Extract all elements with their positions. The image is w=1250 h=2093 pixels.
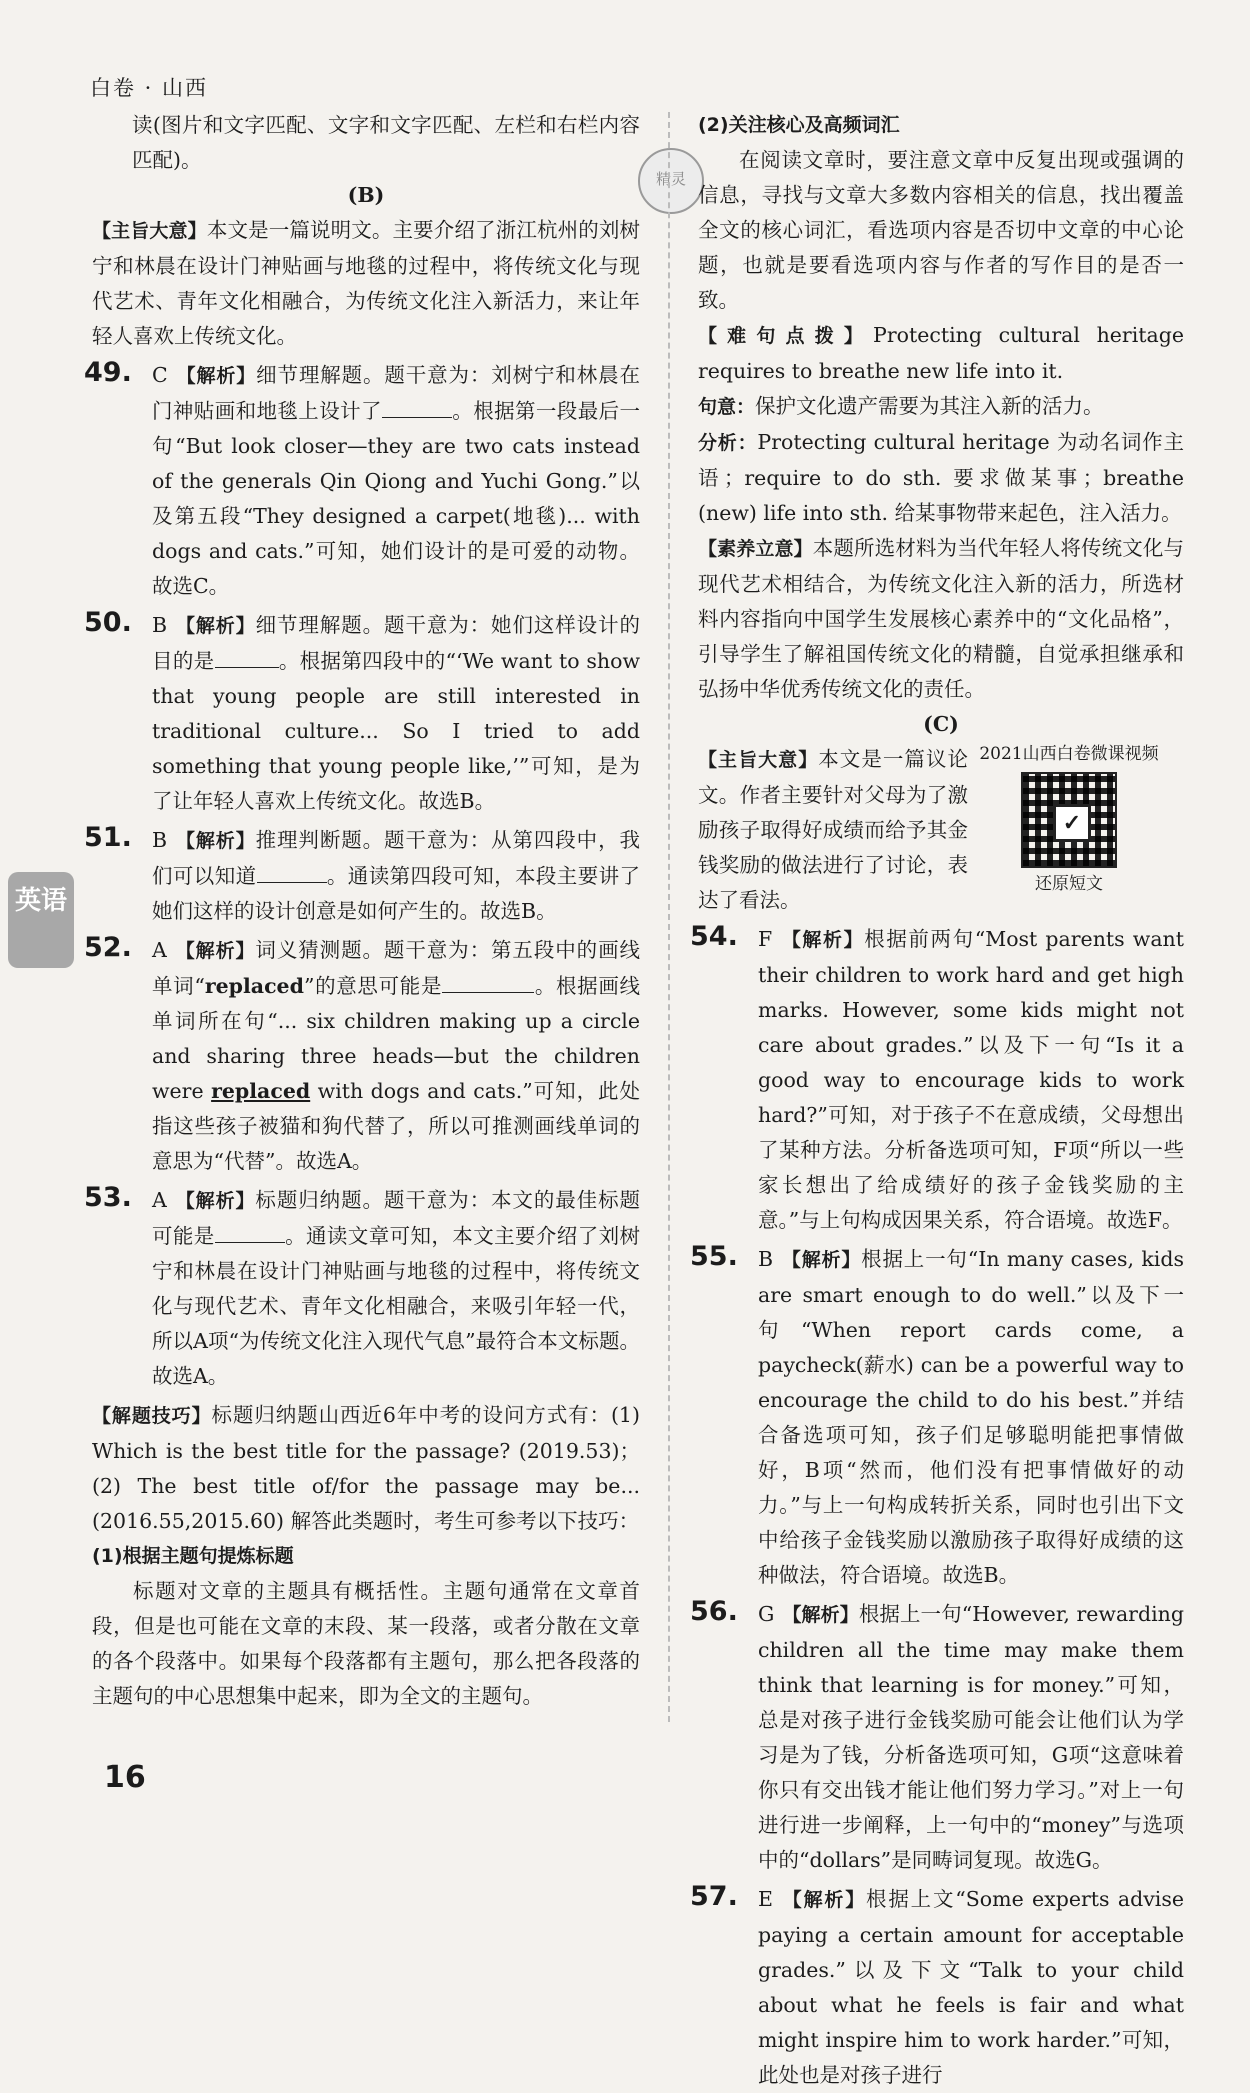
quality-tag: 【素养立意】	[698, 538, 813, 560]
analysis-text: Protecting cultural heritage 为动名词作主语；require to do sth. 要求做某事；breathe (new) life into sth. 给某事物带来起色，注入活力。	[698, 430, 1184, 525]
explanation: with dogs and cats.”可知，此处指这些孩子被猫和狗代替了，所以可推测画线单词的意思为“代替”。故选A。	[152, 1079, 640, 1173]
explanation: 根据前两句“Most parents want their children to work hard and get high marks. However, some kids might not care about grades.”以及下一句“Is it a good way to encourage kids to work hard?”可知，对于孩子不在意成绩，父母想出了某种方法。分析备选项可知，F项“所以一些家长想出了给成绩好的孩子金钱奖励的主意。”与上句构成因果关系，符合语境。故选F。	[758, 927, 1184, 1232]
blank-line	[442, 974, 534, 993]
question-number: 50.	[84, 607, 132, 638]
analysis-tag: 【解析】	[174, 940, 256, 962]
watermark-stamp: 精灵	[638, 148, 704, 214]
meaning-text: 保护文化遗产需要为其注入新的活力。	[755, 394, 1104, 418]
hard-sentence: Protecting cultural heritage requires to breathe new life into it.	[698, 323, 1184, 383]
tip-subheading-1: (1)根据主题句提炼标题	[92, 1545, 294, 1567]
right-column	[690, 108, 1184, 2093]
column-divider	[668, 112, 670, 1722]
explanation: 。根据第一段最后一句“But look closer—they are two cats instead of the generals Qin Qiong and Yuchi Gong.”以及第五段“They designed a carpet(地毯)... with dogs and cats.”可知，她们设计的是可爱的动物。故选C。	[152, 399, 641, 598]
answer-letter: A	[152, 1188, 167, 1212]
analysis-tag: 【解析】	[780, 1889, 867, 1911]
blank-line	[382, 399, 452, 418]
explanation: 。根据第四段中的“‘We want to show that young people are still interested in traditional culture... So I tried to add something that young people like,’”可知，是为了让年轻人喜欢上传统文化。故选B。	[152, 649, 641, 813]
hard-sentence-tag: 【难句点拨】	[698, 325, 874, 347]
question-number: 51.	[84, 822, 132, 853]
question-51	[84, 822, 640, 929]
answer-letter: B	[152, 613, 168, 637]
explanation: 根据上文“Some experts advise paying a certain amount for acceptable grades.”以及下文“Talk to your child about what he feels is fair and what might inspire him to work harder.”可知，此处也是对孩子进行	[758, 1887, 1184, 2087]
subject-tab: 英语	[8, 872, 74, 968]
explanation: 细节理解题。题干意为：刘树宁和林晨在门神贴画和地毯上设计了	[152, 363, 640, 423]
explanation: 词义猜测题。题干意为：第五段中的画线单词“	[152, 938, 640, 998]
question-57	[690, 1881, 1184, 2093]
explanation: ”的意思可能是	[303, 974, 443, 998]
tip-text: 标题归纳题山西近6年中考的设问方式有：(1) Which is the best title for the passage? (2019.53)；(2) The best title of/for the passage may be...(2016.55,2015.60) 解答此类题时，考生可参考以下技巧：	[92, 1403, 640, 1533]
intro-text: 读(图片和文字匹配、文字和文字匹配、左栏和右栏内容匹配)。	[132, 113, 640, 172]
main-idea-text: 本文是一篇说明文。主要介绍了浙江杭州的刘树宁和林晨在设计门神贴画与地毯的过程中，将传统文化与现代艺术、青年文化相融合，为传统文化注入新活力，来让年轻人喜欢上传统文化。	[92, 218, 640, 348]
analysis-label: 分析：	[698, 432, 758, 454]
explanation: 根据上一句“In many cases, kids are smart enough to do well.”以及下一句“When report cards come, a paycheck(薪水) can be a powerful way to encourage the child to do his best.”并结合备选项可知，孩子们足够聪明能把事情做好，B项“然而，他们没有把事情做好的动力。”与上一句构成转折关系，同时也引出下文中给孩子金钱奖励以激励孩子取得好成绩的这种做法，符合语境。故选B。	[758, 1247, 1184, 1587]
main-idea-tag: 【主旨大意】	[698, 749, 819, 771]
answer-letter: B	[152, 828, 168, 852]
question-55	[690, 1241, 1184, 1593]
question-number: 57.	[690, 1881, 738, 1912]
explanation: 推理判断题。题干意为：从第四段中，我们可以知道	[152, 828, 640, 888]
video-qr-block[interactable]	[964, 742, 1174, 896]
analysis-tag: 【解析】	[175, 615, 256, 637]
tip-subtext-2: 在阅读文章时，要注意文章中反复出现或强调的信息，寻找与文章大多数内容相关的信息，找出覆盖全文的核心词汇，看选项内容是否切中文章的中心论题，也就是要看选项内容与作者的写作目的是否一致。	[698, 148, 1184, 312]
tip-tag: 【解题技巧】	[92, 1405, 212, 1427]
blank-line	[215, 649, 279, 668]
analysis-tag: 【解析】	[782, 1604, 859, 1626]
main-idea-text: 本文是一篇议论文。作者主要针对父母为了激励孩子取得好成绩而给予其金钱奖励的做法进行了讨论，表达了看法。	[698, 747, 968, 912]
question-54	[690, 921, 1184, 1238]
question-number: 52.	[84, 932, 132, 963]
analysis-tag: 【解析】	[780, 929, 865, 951]
qr-caption: 还原短文	[1035, 874, 1103, 894]
keyword: replaced	[204, 974, 304, 998]
quality-text: 本题所选材料为当代年轻人将传统文化与现代艺术相结合，为传统文化注入新的活力，所选材料内容指向中国学生发展核心素养中的“文化品格”，引导学生了解祖国传统文化的精髓，自觉承担继承和弘扬中华优秀传统文化的责任。	[698, 536, 1184, 701]
question-number: 49.	[84, 357, 132, 388]
blank-line	[215, 1224, 285, 1243]
blank-line	[257, 864, 327, 883]
meaning-label: 句意：	[698, 396, 756, 418]
question-49	[84, 357, 641, 604]
answer-letter: F	[758, 927, 773, 951]
analysis-tag: 【解析】	[175, 830, 256, 852]
question-53	[84, 1182, 641, 1394]
answer-letter: B	[758, 1247, 774, 1271]
section-b-heading: (B)	[347, 183, 385, 207]
answer-letter: E	[758, 1887, 773, 1911]
underlined-keyword: replaced	[211, 1079, 311, 1103]
answer-letter: C	[152, 363, 168, 387]
question-number: 55.	[690, 1241, 738, 1272]
analysis-tag: 【解析】	[175, 365, 257, 387]
section-c-intro	[698, 742, 1184, 918]
page-number: 16	[104, 1760, 146, 1795]
explanation: 根据上一句“However, rewarding children all the time may make them think that learning is for money.”可知，总是对孩子进行金钱奖励可能会让他们认为学习是为了钱，分析备选项可知，G项“这意味着你只有交出钱才能让他们努力学习。”对上一句进行进一步阐释，上一句中的“money”与选项中的“dollars”是同畴词复现。故选G。	[758, 1602, 1184, 1872]
tip-subtext-1: 标题对文章的主题具有概括性。主题句通常在文章首段，但是也可能在文章的末段、某一段落，或者分散在文章的各个段落中。如果每个段落都有主题句，那么把各段落的主题句的中心思想集中起来，即为全文的主题句。	[92, 1579, 640, 1708]
question-50	[84, 607, 641, 819]
answer-letter: G	[758, 1602, 775, 1626]
question-56	[690, 1596, 1184, 1878]
question-number: 56.	[690, 1596, 738, 1627]
qr-code-icon[interactable]: ✓	[1021, 772, 1117, 868]
question-number: 54.	[690, 921, 738, 952]
explanation: 。通读第四段可知，本段主要讲了她们这样的设计创意是如何产生的。故选B。	[152, 864, 640, 923]
main-idea-tag: 【主旨大意】	[92, 220, 207, 242]
explanation: 。根据画线单词所在句“... six children making up a circle and sharing three heads—but the children were	[152, 974, 641, 1103]
analysis-tag: 【解析】	[781, 1249, 862, 1271]
video-title: 2021山西白卷微课视频	[979, 744, 1159, 764]
tip-subheading-2: (2)关注核心及高频词汇	[698, 114, 900, 136]
explanation: 。通读文章可知，本文主要介绍了刘树宁和林晨在设计门神贴画与地毯的过程中，将传统文化与现代艺术、青年文化相融合，来吸引年轻一代，所以A项“为传统文化注入现代气息”最符合本文标题。故选A。	[152, 1224, 641, 1388]
left-column	[84, 108, 641, 1714]
analysis-tag: 【解析】	[174, 1190, 256, 1212]
explanation: 标题归纳题。题干意为：本文的最佳标题可能是	[152, 1188, 640, 1248]
running-header: 白卷 · 山西	[90, 76, 209, 100]
question-52	[84, 932, 641, 1179]
section-c-heading: (C)	[923, 712, 959, 736]
answer-letter: A	[152, 938, 167, 962]
question-number: 53.	[84, 1182, 132, 1213]
explanation: 细节理解题。题干意为：她们这样设计的目的是	[152, 613, 640, 673]
